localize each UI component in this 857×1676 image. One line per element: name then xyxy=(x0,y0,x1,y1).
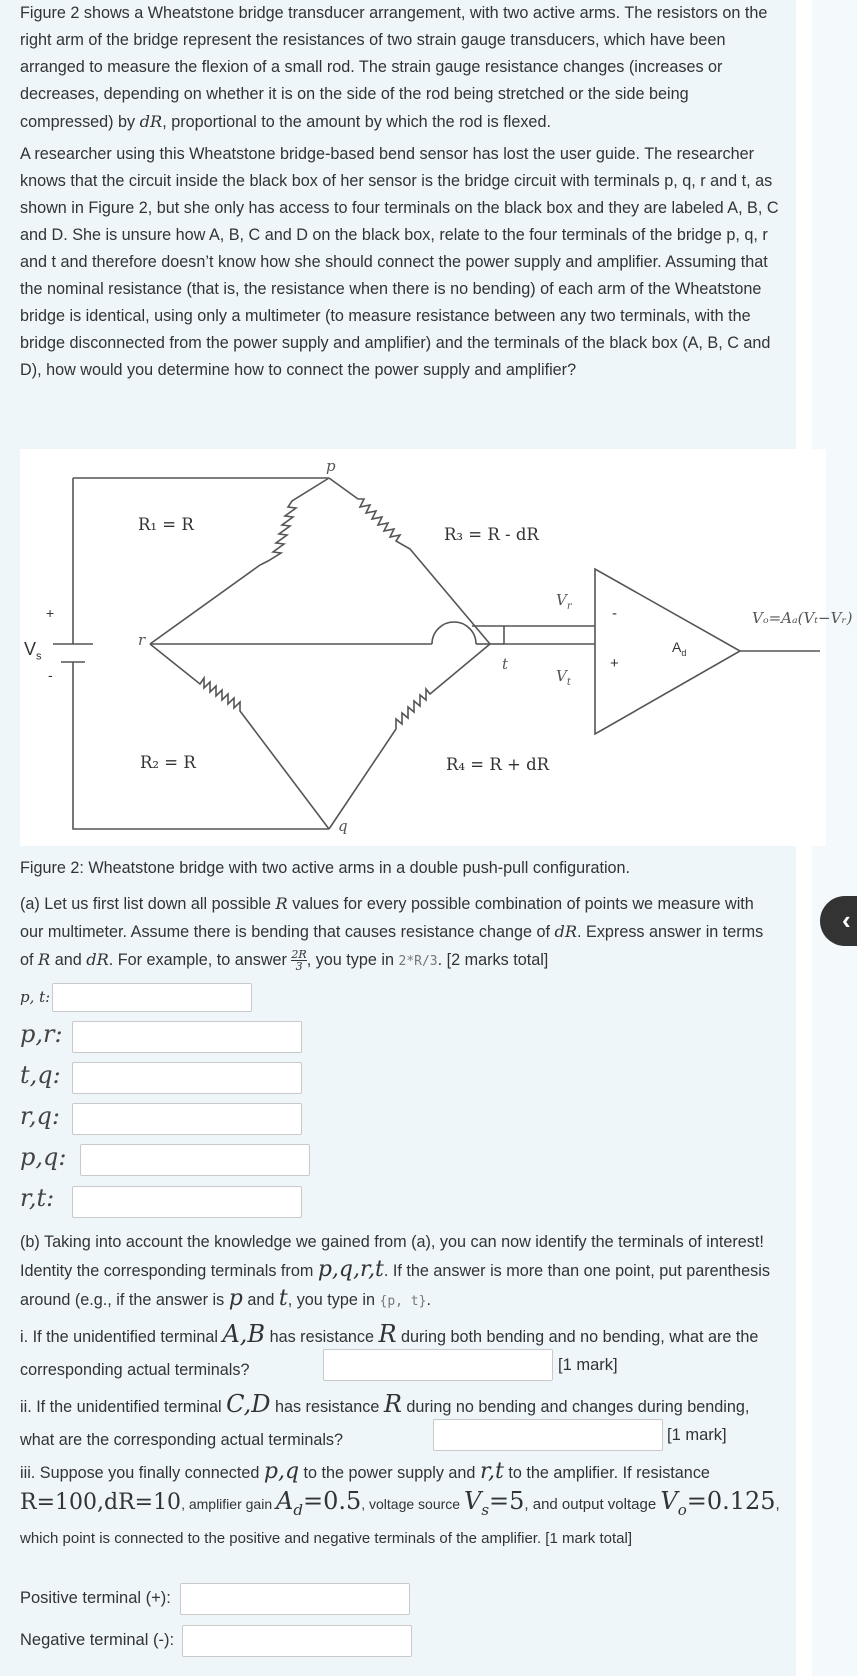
answer-input-tq[interactable] xyxy=(72,1062,302,1094)
math-Vo-V: V xyxy=(660,1487,678,1515)
part-b-iii xyxy=(20,1458,780,1553)
label-R2: R₂ = R xyxy=(140,753,196,772)
math-Vo xyxy=(660,1487,776,1519)
math-R-values: R=100,dR=10 xyxy=(20,1490,182,1515)
label-pr: p,r: xyxy=(20,1020,63,1048)
part-b-text-a: (b) Taking into account the knowledge we gained from (a), you can now identify the terminals of interest! Identity the corresponding terminals from xyxy=(20,1233,764,1280)
ad-sub: d xyxy=(681,647,687,658)
node-label-p: p xyxy=(326,457,336,475)
math-Ad-A: A xyxy=(276,1487,294,1515)
part-b-text-c: and xyxy=(242,1291,279,1309)
b-iii-text-d: , amplifier gain xyxy=(181,1496,276,1512)
intro-paragraph-1 xyxy=(20,0,780,136)
b-iii-text-g: , which point is connected to the positive and negative terminals of the amplifier. [1 mark total] xyxy=(20,1496,780,1547)
part-b-text-d: , you type in xyxy=(287,1291,380,1309)
math-Vs-sub: s xyxy=(481,1500,490,1519)
answer-input-pr[interactable] xyxy=(72,1021,302,1053)
amp-minus-sign: - xyxy=(612,605,617,622)
intro-text-1a: Figure 2 shows a Wheatstone bridge transducer arrangement, with two active arms. The resistors on the right arm of the bridge represent the resistances of two strain gauge transducers, which have been arranged to measure the flexion of a small rod. The strain gauge resistance changes (increases or decreases, depending on whether it is on the side of the rod being stretched or the side being compressed) by xyxy=(20,4,768,131)
negative-terminal-label: Negative terminal (-): xyxy=(20,1631,175,1649)
math-Ad-value: =0.5 xyxy=(302,1487,362,1515)
negative-terminal-input[interactable] xyxy=(182,1625,412,1657)
math-Ad xyxy=(276,1487,362,1519)
answer-input-b-i[interactable] xyxy=(323,1349,553,1381)
math-p: p xyxy=(228,1286,243,1311)
answer-input-pq[interactable] xyxy=(80,1144,310,1176)
part-a-prompt xyxy=(20,890,780,975)
vt-text: V xyxy=(556,667,567,685)
label-tq: t,q: xyxy=(20,1061,61,1089)
node-label-q: q xyxy=(338,817,348,835)
wire-to-amp-plus xyxy=(504,626,595,644)
label-Vt xyxy=(556,667,571,688)
fraction-2R-over-3 xyxy=(291,949,306,972)
battery-minus: - xyxy=(48,667,53,683)
resistor-R4 xyxy=(329,644,490,829)
part-a-text-a: (a) Let us first list down all possible xyxy=(20,895,276,913)
math-AB: A,B xyxy=(222,1320,266,1348)
math-R-i: R xyxy=(378,1320,397,1348)
part-b-prompt xyxy=(20,1229,780,1315)
part-a-text-g: . [2 marks total] xyxy=(437,951,549,969)
b-i-text-c: during both bending and no bending, what are the corresponding actual terminals? xyxy=(20,1328,759,1379)
vr-text: V xyxy=(556,591,567,609)
label-R4: R₄ = R + dR xyxy=(446,755,550,774)
positive-terminal-label: Positive terminal (+): xyxy=(20,1589,171,1607)
node-label-r: r xyxy=(138,631,146,649)
resistor-R1 xyxy=(150,478,329,644)
fraction-denominator: 3 xyxy=(295,960,303,974)
part-a-text-d: and xyxy=(50,951,87,969)
math-Ad-sub: d xyxy=(293,1500,303,1519)
b-ii-text-a: ii. If the unidentified terminal xyxy=(20,1398,227,1416)
math-dR-a: dR xyxy=(554,922,578,941)
intro-paragraph-2: A researcher using this Wheatstone bridge-based bend sensor has lost the user guide. The researcher knows that the circuit inside the black box of her sensor is the bridge circuit with terminals p, q, r and t, as shown in Figure 2, but she only has access to four terminals on the black box and they are labeled A, B, C and D. She is unsure how A, B, C and D on the black box, relate to the four terminals of the bridge p, q, r and t and therefore doesn’t know how she should connect the power supply and amplifier. Assuming that the nominal resistance (that is, the resistance when there is no bending) of each arm of the Wheatstone bridge is identical, using only a multimeter (to measure resistance between any two terminals, with the bridge disconnected from the power supply and amplifier) and the terminals of the black box (A, B, C and D), how would you determine how to connect the power supply and amplifier? xyxy=(20,145,779,379)
fraction-numerator: 2R xyxy=(291,948,307,962)
math-R: R xyxy=(275,894,288,913)
part-b-text-e: . xyxy=(426,1291,431,1309)
wire-crossover-hop xyxy=(432,622,476,644)
b-i-text-b: has resistance xyxy=(265,1328,379,1346)
part-b-text-b: . If the answer is more than one point, put parenthesis around (e.g., if the answer is xyxy=(20,1262,770,1309)
label-Vs xyxy=(24,639,42,663)
b-iii-text-c: to the amplifier. If resistance xyxy=(503,1464,710,1482)
math-Vs-V: V xyxy=(463,1487,482,1515)
amp-plus-sign: + xyxy=(610,655,619,672)
math-Vs xyxy=(463,1487,525,1519)
part-a-text-c: . Express answer in terms of xyxy=(20,923,764,969)
math-dR: dR xyxy=(139,112,163,131)
left-wire-bottom xyxy=(73,662,329,829)
vs-sub: s xyxy=(36,650,42,663)
math-pq: p,q xyxy=(263,1459,300,1484)
b-iii-text-a: iii. Suppose you finally connected xyxy=(20,1464,264,1482)
label-pt: p, t: xyxy=(20,988,51,1006)
math-t: t xyxy=(278,1286,288,1311)
b-iii-text-b: to the power supply and xyxy=(299,1464,480,1482)
answer-input-rt[interactable] xyxy=(72,1186,302,1218)
vr-sub: r xyxy=(566,601,572,612)
example-code-b: {p, t} xyxy=(379,1294,427,1309)
label-pq: p,q: xyxy=(20,1143,67,1171)
vt-sub: t xyxy=(566,677,571,688)
math-R-2: R xyxy=(38,950,51,969)
b-iii-text-f: , and output voltage xyxy=(524,1496,661,1513)
answer-input-rq[interactable] xyxy=(72,1103,302,1135)
resistor-R3 xyxy=(329,478,490,644)
amplifier-triangle xyxy=(595,569,740,734)
label-Ad xyxy=(672,639,686,658)
math-dR-b: dR xyxy=(86,950,109,969)
label-Vo: Vₒ=Aₐ(Vₜ−Vᵣ) xyxy=(752,609,853,627)
part-a-text-b: values for every possible combination of points we measure with our multimeter. Assume there is bending that causes resistance change of xyxy=(20,895,754,941)
part-a-text-e: . For example, to answer xyxy=(108,951,292,969)
b-ii-mark: [1 mark] xyxy=(667,1426,727,1444)
ad-text: A xyxy=(672,639,682,655)
node-label-t: t xyxy=(502,655,509,673)
b-iii-text-e: , voltage source xyxy=(361,1496,464,1512)
label-rt: r,t: xyxy=(20,1184,55,1212)
label-Vr xyxy=(556,591,572,612)
resistor-R2 xyxy=(150,644,329,829)
answer-input-pt[interactable] xyxy=(52,983,252,1012)
battery-plus: + xyxy=(46,605,55,621)
positive-terminal-input[interactable] xyxy=(180,1583,410,1615)
math-CD: C,D xyxy=(226,1390,271,1418)
math-Vo-value: =0.125 xyxy=(686,1487,776,1515)
label-R1: R₁ = R xyxy=(138,515,194,534)
math-Vs-value: =5 xyxy=(489,1487,525,1515)
b-i-mark: [1 mark] xyxy=(558,1356,618,1374)
math-Vo-sub: o xyxy=(677,1500,687,1519)
math-R-ii: R xyxy=(383,1390,402,1418)
figure-caption: Figure 2: Wheatstone bridge with two active arms in a double push-pull configuration. xyxy=(20,859,631,877)
b-i-text-a: i. If the unidentified terminal xyxy=(20,1328,223,1346)
b-ii-text-c: during no bending and changes during bending, what are the corresponding actual terminals? xyxy=(20,1398,750,1449)
b-ii-text-b: has resistance xyxy=(270,1398,384,1416)
chevron-left-icon: ‹ xyxy=(842,905,851,935)
label-R3: R₃ = R - dR xyxy=(444,525,539,544)
math-rt: r,t xyxy=(479,1459,504,1484)
intro-text-1b: , proportional to the amount by which the rod is flexed. xyxy=(162,113,551,131)
figure-2 xyxy=(20,449,853,846)
label-rq: r,q: xyxy=(20,1102,60,1130)
vs-text: V xyxy=(24,639,37,659)
part-b-ii xyxy=(20,1388,780,1457)
math-pqrt: p,q,r,t xyxy=(317,1257,384,1282)
example-code: 2*R/3 xyxy=(398,954,438,969)
answer-input-b-ii[interactable] xyxy=(433,1419,663,1451)
part-a-text-f: , you type in xyxy=(306,951,399,969)
